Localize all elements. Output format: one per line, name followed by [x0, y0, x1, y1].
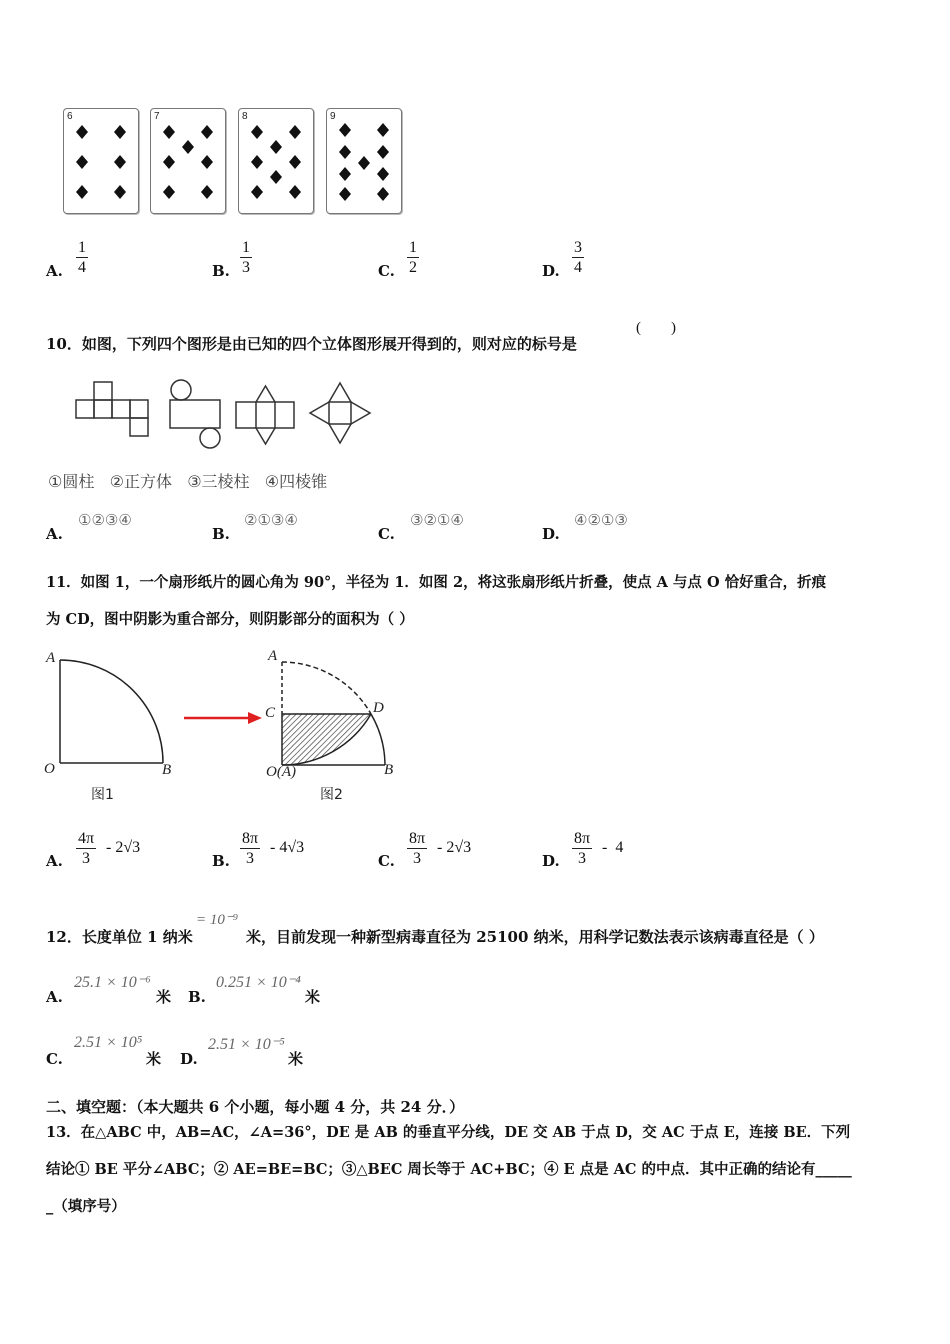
option-letter: D. — [180, 1050, 198, 1068]
option-letter: A. — [46, 988, 63, 1006]
point-a-label: A — [46, 650, 56, 666]
denominator: 3 — [578, 850, 587, 867]
option-letter: B. — [212, 262, 230, 280]
card-7 — [150, 108, 226, 214]
card-rank: 7 — [154, 111, 160, 122]
option-letter: C. — [46, 1050, 63, 1068]
option-a-fraction — [76, 238, 88, 277]
net-figures-icon — [70, 378, 380, 450]
point-o-label: O — [44, 761, 55, 777]
card-9 — [326, 108, 402, 214]
point-b-label: B — [384, 762, 394, 778]
option-letter: D. — [542, 852, 560, 870]
option-c-value: ③②①④ — [410, 511, 464, 529]
question-10-text: 10．如图，下列四个图形是由已知的四个立体图形展开得到的，则对应的标号是 — [46, 335, 577, 353]
option-b-unit: 米 — [305, 988, 321, 1006]
option-c-tail: - 2√3 — [437, 839, 472, 856]
numerator: 8π — [242, 830, 259, 847]
diamond-pips-icon — [327, 109, 401, 213]
denominator: 4 — [574, 259, 582, 276]
question-13-line3: _（填序号） — [46, 1198, 126, 1215]
numerator: 8π — [409, 830, 426, 847]
question-11-line1: 11．如图 1，一个扇形纸片的圆心角为 90°，半径为 1．如图 2，将这张扇形纸片折叠，使点 A 与点 O 恰好重合，折痕 — [46, 574, 827, 591]
solid-labels: ①圆柱 ②正方体 ③三棱柱 ④四棱锥 — [48, 472, 328, 491]
option-letter: B. — [188, 988, 206, 1006]
option-letter: A. — [46, 525, 63, 543]
denominator: 3 — [242, 259, 250, 276]
option-letter: B. — [212, 525, 230, 543]
card-rank: 6 — [67, 111, 73, 122]
option-b-fraction — [240, 238, 252, 277]
option-letter: D. — [542, 262, 560, 280]
point-d-label: D — [373, 700, 384, 716]
option-b-tail: - 4√3 — [270, 839, 305, 856]
point-a-label: A — [268, 648, 278, 664]
option-d-fraction — [572, 829, 592, 868]
figure-1-caption: 图1 — [91, 787, 114, 803]
option-d-value: 2.51 × 10⁻⁵ — [208, 1036, 285, 1053]
point-b-label: B — [162, 762, 172, 778]
question-11-line2: 为 CD，图中阴影为重合部分，则阴影部分的面积为（ ） — [46, 611, 414, 628]
denominator: 3 — [82, 850, 91, 867]
numerator: 1 — [409, 239, 417, 256]
sector-figure-1 — [40, 648, 180, 778]
option-c-fraction — [407, 829, 427, 868]
numerator: 1 — [78, 239, 86, 256]
answer-paren: ( ) — [636, 320, 676, 336]
figure-2-caption: 图2 — [320, 787, 343, 803]
option-d-unit: 米 — [288, 1050, 304, 1068]
card-rank: 9 — [330, 111, 336, 122]
option-a-fraction — [76, 829, 96, 868]
option-d-tail: - 4 — [602, 839, 624, 856]
option-a-unit: 米 — [156, 988, 172, 1006]
option-b-fraction — [240, 829, 260, 868]
option-letter: A. — [46, 262, 63, 280]
option-b-value: 0.251 × 10⁻⁴ — [216, 974, 301, 991]
option-letter: C. — [378, 525, 395, 543]
option-letter: D. — [542, 525, 560, 543]
question-12-text-a: 12．长度单位 1 纳米 — [46, 928, 193, 946]
card-8 — [238, 108, 314, 214]
numerator: 8π — [574, 830, 591, 847]
option-c-fraction — [407, 238, 419, 277]
diamond-pips-icon — [64, 109, 138, 213]
nanometer-equation: = 10⁻⁹ — [196, 912, 239, 928]
diamond-pips-icon — [151, 109, 225, 213]
point-oa-label: O(A) — [266, 764, 296, 780]
point-c-label: C — [265, 705, 276, 721]
section-2-heading: 二、填空题：（本大题共 6 个小题，每小题 4 分，共 24 分．） — [46, 1098, 465, 1116]
option-c-unit: 米 — [146, 1050, 162, 1068]
option-b-value: ②①③④ — [244, 511, 298, 529]
card-6 — [63, 108, 139, 214]
option-letter: A. — [46, 852, 63, 870]
numerator: 3 — [574, 239, 582, 256]
numerator: 4π — [78, 830, 95, 847]
question-13-line2: 结论① BE 平分∠ABC；② AE=BE=BC；③△BEC 周长等于 AC+BC；④ E 点是 AC 的中点．其中正确的结论有_____ — [46, 1161, 852, 1178]
question-12-text-b: 米，目前发现一种新型病毒直径为 25100 纳米，用科学记数法表示该病毒直径是（ ） — [246, 928, 824, 946]
denominator: 4 — [78, 259, 86, 276]
denominator: 3 — [246, 850, 255, 867]
option-a-value: 25.1 × 10⁻⁶ — [74, 974, 151, 991]
option-letter: C. — [378, 262, 395, 280]
diamond-pips-icon — [239, 109, 313, 213]
option-letter: B. — [212, 852, 230, 870]
numerator: 1 — [242, 239, 250, 256]
option-letter: C. — [378, 852, 395, 870]
denominator: 2 — [409, 259, 417, 276]
denominator: 3 — [413, 850, 422, 867]
question-13-line1: 13．在△ABC 中，AB=AC，∠A=36°，DE 是 AB 的垂直平分线，DE 交 AB 于点 D，交 AC 于点 E，连接 BE．下列 — [46, 1124, 851, 1141]
option-d-fraction — [572, 238, 584, 277]
option-a-value: ①②③④ — [78, 511, 132, 529]
option-d-value: ④②①③ — [574, 511, 628, 529]
arrow-right-icon — [182, 710, 264, 726]
option-a-tail: - 2√3 — [106, 839, 141, 856]
option-c-value: 2.51 × 10⁵ — [74, 1034, 143, 1051]
card-rank: 8 — [242, 111, 248, 122]
